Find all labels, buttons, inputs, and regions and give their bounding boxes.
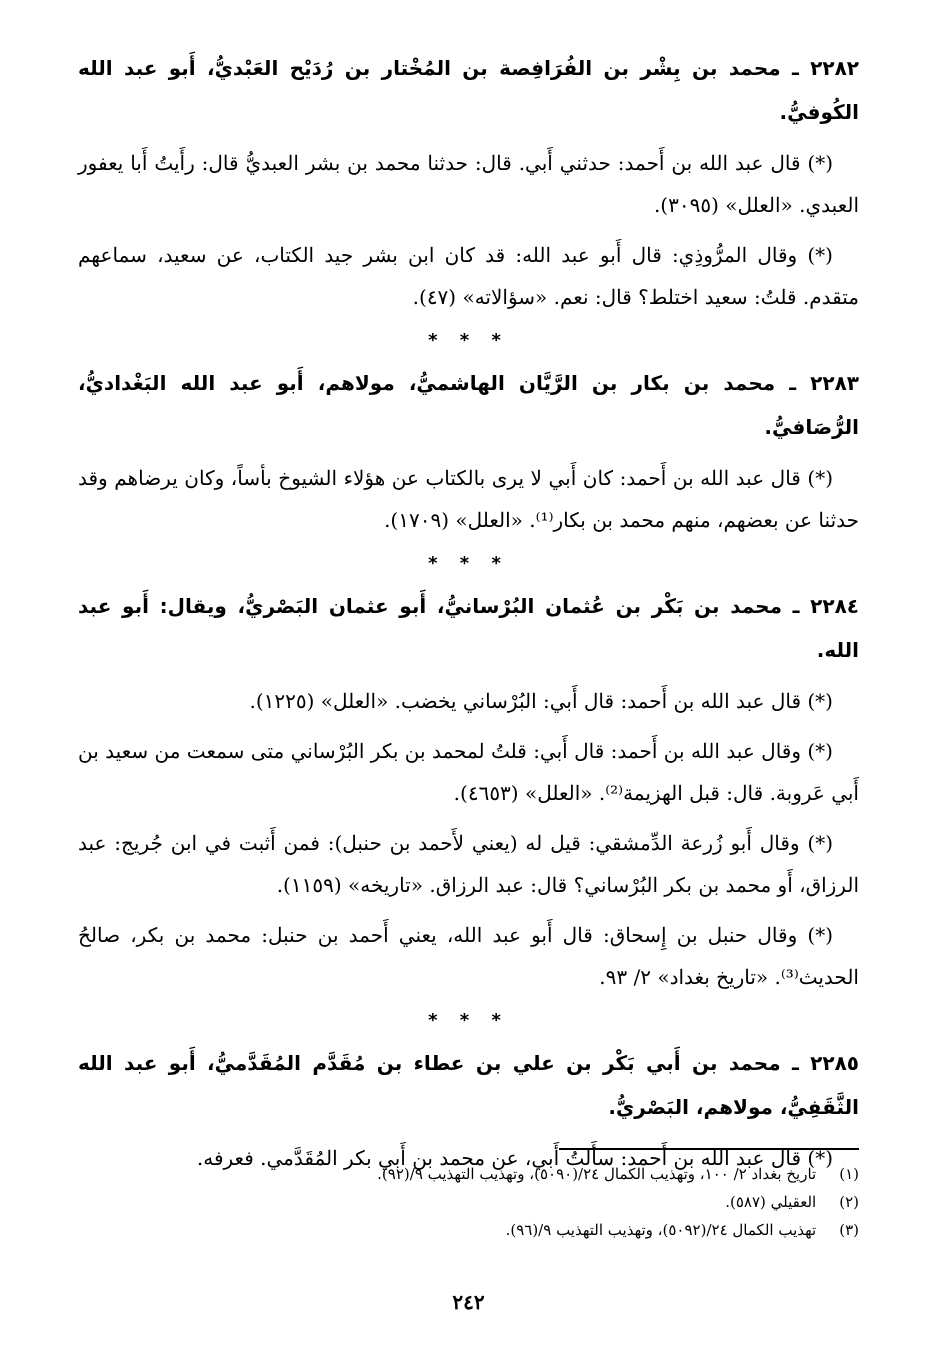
entry-2283	[78, 361, 859, 541]
footnote-text: تاريخ بغداد ٢/ ١٠٠، وتهذيب الكمال ٢٤/(٥٠٩٠)، وتهذيب التهذيب ٩/(٩٢).	[377, 1165, 817, 1183]
separator: * * *	[428, 553, 509, 574]
paragraph: (*) وقال حنبل بن إِسحاق: قال أَبو عبد الله، يعني أَحمد بن حنبل: محمد بن بكر، صالحُ الحديث⁽³⁾. «تاريخ بغداد» ٢/ ٩٣.	[78, 923, 859, 989]
paragraph: (*) قال عبد الله بن أَحمد: سأَلتُ أَبي، عن محمد بن أَبي بكر المُقَدَّمي. فعرفه.	[196, 1146, 833, 1170]
footnote-item	[78, 1216, 859, 1244]
separator: * * *	[428, 1010, 509, 1031]
footnotes	[78, 1148, 859, 1244]
main-text	[78, 46, 859, 1179]
entry-title: ٢٢٨٢ ـ محمد بن بِشْر بن الفُرَافِصة بن المُخْتار بن رُدَيْح العَبْديُّ، أَبو عبد الله الكُوفيُّ.	[78, 56, 859, 124]
page-number: ٢٤٢	[452, 1290, 485, 1314]
paragraph: (*) وقال المرُّوذِي: قال أَبو عبد الله: قد كان ابن بشر جيد الكتاب، عن سعيد، سماعهم متقدم. قلتُ: سعيد اختلط؟ قال: نعم. «سؤالاته» (٤٧).	[78, 243, 859, 309]
paragraph: (*) قال عبد الله بن أَحمد: قال أَبي: البُرْساني يخضب. «العلل» (١٢٢٥).	[249, 689, 833, 713]
footnote-item	[78, 1188, 859, 1216]
paragraph: (*) وقال عبد الله بن أَحمد: قال أَبي: قلتُ لمحمد بن بكر البُرْساني متى سمعت من سعيد بن أَبي عَروبة. قال: قبل الهزيمة⁽²⁾. «العلل» (٤٦٥٣).	[78, 739, 859, 805]
entry-2284	[78, 584, 859, 998]
entry-title: ٢٢٨٤ ـ محمد بن بَكْر بن عُثمان البُرْسانيُّ، أَبو عثمان البَصْريُّ، ويقال: أَبو عبد الله.	[78, 594, 859, 662]
entry-title: ٢٢٨٣ ـ محمد بن بكار بن الرَّيَّان الهاشميُّ، مولاهم، أَبو عبد الله البَغْداديُّ، الرُّصَافيُّ.	[78, 371, 859, 439]
footnote-text: تهذيب الكمال ٢٤/(٥٠٩٢)، وتهذيب التهذيب ٩/(٩٦).	[505, 1221, 817, 1239]
entry-title: ٢٢٨٥ ـ محمد بن أَبي بَكْر بن علي بن عطاء بن مُقَدَّم المُقَدَّميُّ، أَبو عبد الله الثَّقَفِيُّ، مولاهم، البَصْريُّ.	[78, 1051, 859, 1119]
footnote-number: (١)	[839, 1165, 859, 1183]
footnote-text: العقيلي (٥٨٧).	[725, 1193, 817, 1211]
footnote-item	[78, 1160, 859, 1188]
entry-2282	[78, 46, 859, 318]
paragraph: (*) قال عبد الله بن أَحمد: كان أَبي لا يرى بالكتاب عن هؤلاء الشيوخ بأساً، وكان يرضاهم وقد حدثنا عن بعضهم، منهم محمد بن بكار⁽¹⁾. «العلل» (١٧٠٩).	[78, 466, 859, 532]
paragraph: (*) وقال أَبو زُرعة الدِّمشقي: قيل له (يعني لأَحمد بن حنبل): فمن أَثبت في ابن جُريج: عبد الرزاق، أَو محمد بن بكر البُرْساني؟ قال: عبد الرزاق. «تاريخه» (١١٥٩).	[78, 831, 859, 897]
separator: * * *	[428, 330, 509, 351]
footnote-number: (٢)	[839, 1193, 859, 1211]
footnote-rule	[559, 1148, 859, 1150]
footnote-number: (٣)	[839, 1221, 859, 1239]
paragraph: (*) قال عبد الله بن أَحمد: حدثني أَبي. قال: حدثنا محمد بن بشر العبديُّ قال: رأَيتُ أَبا يعفور العبدي. «العلل» (٣٠٩٥).	[78, 151, 859, 217]
